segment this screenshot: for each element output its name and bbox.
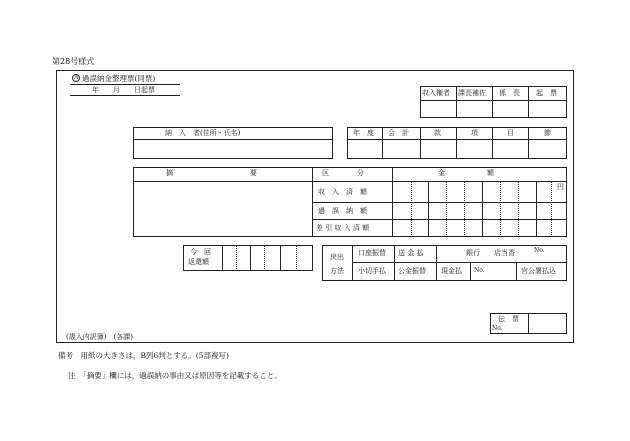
date-line: 年 月 日起票 bbox=[92, 86, 155, 94]
title-underline bbox=[70, 84, 180, 85]
method-row1-no: No. bbox=[534, 247, 545, 254]
amount-header: 金 額 bbox=[438, 169, 494, 177]
refund-digit-divider bbox=[250, 245, 251, 271]
account-header-kou: 項 bbox=[471, 129, 478, 137]
method-row-divider bbox=[352, 262, 567, 263]
account-header-kan: 款 bbox=[434, 129, 441, 137]
refund-label-1: 今 回 bbox=[190, 248, 211, 256]
digit-divider bbox=[428, 181, 429, 237]
digit-divider bbox=[536, 181, 537, 237]
date-underline bbox=[70, 95, 180, 96]
method-col-line bbox=[470, 262, 471, 281]
digit-divider bbox=[446, 181, 447, 237]
slip-no: No. bbox=[492, 325, 503, 332]
main-row-divider bbox=[312, 202, 567, 203]
method-government-payment: 官公署払込 bbox=[521, 267, 556, 275]
row-overpaid: 過 誤 納 額 bbox=[318, 207, 367, 215]
digit-divider bbox=[411, 181, 412, 237]
payer-divider bbox=[133, 139, 333, 140]
approval-header-1: 収入権者 bbox=[422, 89, 450, 97]
method-remittance: 送 金 払 bbox=[398, 249, 424, 257]
digit-divider bbox=[464, 181, 465, 237]
method-cash: 現金払 bbox=[441, 267, 462, 275]
category-col-line bbox=[392, 167, 393, 237]
slip-divider bbox=[528, 313, 529, 334]
method-label-line bbox=[352, 245, 353, 281]
category-header: 区 分 bbox=[322, 169, 364, 177]
row-net-received: 差 引 収 入 済 額 bbox=[316, 224, 370, 232]
main-row-divider bbox=[312, 219, 567, 220]
payer-label: 納 入 者(住所・氏名) bbox=[165, 129, 241, 137]
form-number: 第28号様式 bbox=[52, 57, 95, 66]
method-label-2: 方法 bbox=[330, 267, 344, 275]
slip-label: 伝 票 bbox=[498, 315, 519, 323]
main-header-divider bbox=[133, 181, 567, 182]
method-col-line bbox=[436, 245, 437, 281]
approval-divider bbox=[420, 100, 567, 101]
account-header-accounting: 会 計 bbox=[388, 129, 409, 137]
method-check: 小切手払 bbox=[358, 267, 386, 275]
account-col-line bbox=[382, 127, 383, 159]
digit-divider bbox=[518, 181, 519, 237]
method-bank: 銀行 bbox=[466, 249, 480, 257]
method-public-transfer: 公金振替 bbox=[398, 267, 426, 275]
refund-digit-divider bbox=[264, 245, 265, 271]
approval-col-line bbox=[492, 86, 493, 118]
account-header-moku: 目 bbox=[507, 129, 514, 137]
form-title-mark bbox=[72, 74, 80, 82]
method-account-transfer: 口座振替 bbox=[358, 249, 386, 257]
account-divider bbox=[347, 139, 567, 140]
method-branch: 店当香 bbox=[494, 249, 515, 257]
account-col-line bbox=[492, 127, 493, 159]
yen-unit: 円 bbox=[557, 183, 564, 191]
summary-header: 摘 要 bbox=[166, 169, 257, 177]
method-col-line bbox=[394, 245, 395, 281]
refund-label-line bbox=[222, 245, 223, 271]
digit-divider bbox=[551, 181, 552, 237]
approval-col-line bbox=[528, 86, 529, 118]
account-col-line bbox=[456, 127, 457, 159]
approval-header-2: 課長補佐 bbox=[458, 89, 486, 97]
account-col-line bbox=[420, 127, 421, 159]
method-label-1: 戻出 bbox=[330, 253, 344, 261]
digit-divider bbox=[482, 181, 483, 237]
refund-digit-divider bbox=[280, 245, 281, 271]
approval-header-3: 係 長 bbox=[499, 89, 520, 97]
account-code-box bbox=[347, 127, 567, 159]
account-col-line bbox=[528, 127, 529, 159]
approval-col-line bbox=[456, 86, 457, 118]
method-row2-no: No. bbox=[474, 267, 485, 274]
refund-label-2: 返還額 bbox=[188, 258, 209, 266]
summary-col-line bbox=[312, 167, 313, 237]
account-header-setsu: 節 bbox=[544, 129, 551, 137]
note-caution: 注 「摘要」欄には，過誤納の事由又は原因等を記載すること。 bbox=[68, 371, 282, 380]
digit-divider bbox=[500, 181, 501, 237]
refund-digit-divider bbox=[296, 245, 297, 271]
approval-header-4: 起 票 bbox=[536, 89, 557, 97]
ledger-note: (歳入内訳簿) (各課) bbox=[66, 333, 133, 341]
method-col-line bbox=[516, 262, 517, 281]
account-header-year: 年 度 bbox=[353, 129, 374, 137]
refund-digit-divider bbox=[236, 245, 237, 271]
form-title: 過誤納金整理票(同票) bbox=[82, 74, 156, 83]
form-title-mark-letter: A bbox=[74, 74, 79, 81]
note-remarks: 備考 用紙の大きさは，B列6判とする。(5部複写) bbox=[58, 351, 229, 360]
row-received: 収 入 済 額 bbox=[318, 188, 367, 196]
